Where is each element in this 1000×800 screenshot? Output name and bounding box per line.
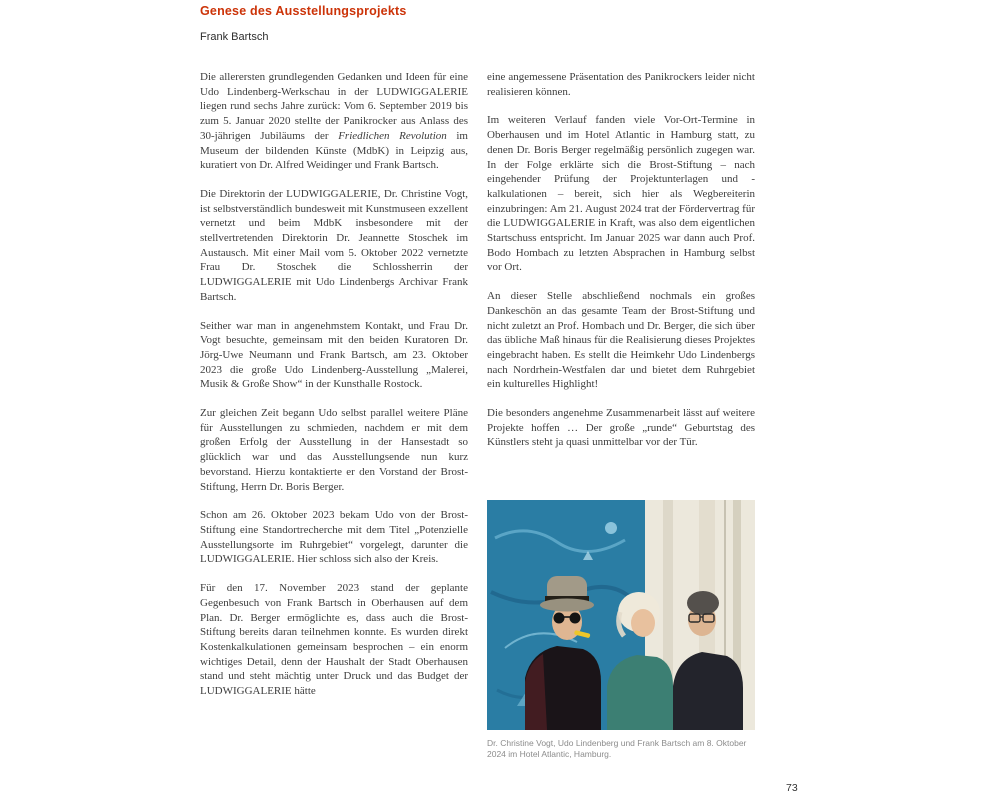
paragraph: Die besonders angenehme Zusammenarbeit lässt auf weitere Projekte hoffen … Der große „runde“ Geburtstag des Künstlers steht ja quasi unmittelbar vor der Tür. [487, 407, 755, 449]
paragraph: An dieser Stelle abschließend nochmals ein großes Dankeschön an das gesamte Team der Brost-Stiftung und nicht zuletzt an Prof. Hombach und Dr. Berger, die sich über das übliche Maß hinaus für die Realisierung dieses Projektes eingebracht haben. Es stellt die Heimkehr Udo Lindenbergs nach Nordrhein-Westfalen dar und bietet dem Ruhrgebiet ein kulturelles Highlight! [487, 290, 755, 391]
photo-illustration [487, 500, 755, 730]
article-author: Frank Bartsch [200, 31, 269, 43]
text-column-left [200, 70, 468, 713]
paragraph: eine angemessene Präsentation des Panikrockers leider nicht realisieren können. [487, 71, 755, 98]
paragraph: Die allerersten grundlegenden Gedanken und Ideen für eine Udo Lindenberg-Werkschau in der LUDWIGGALERIE liegen rund sechs Jahre zurück: Vom 6. September 2019 bis zum 5. Januar 2020 stellte der Panikrocker aus Anlass des 30-jährigen Jubiläums der Friedlichen Revolution im Museum der bildenden Künste (MdbK) in Leipzig aus, kuratiert von Dr. Alfred Weidinger und Frank Bartsch. [200, 71, 468, 172]
text-column-right [487, 70, 755, 464]
article-heading: Genese des Ausstellungsprojekts [200, 4, 407, 18]
paragraph: Für den 17. November 2023 stand der geplante Gegenbesuch von Frank Bartsch in Oberhausen auf dem Plan. Dr. Berger ermöglichte es, dass auch die Brost-Stiftung bereits daran teilnehmen konnte. Es wurden direkt Kostenkalkulationen gemeinsam besprochen – ein enorm wichtiges Detail, denn der Haushalt der Stadt Oberhausen stand und steht mächtig unter Druck und das Budget der LUDWIGGALERIE hätte [200, 582, 468, 698]
page-number: 73 [786, 782, 798, 794]
photo-group-portrait [487, 500, 755, 730]
paragraph: Im weiteren Verlauf fanden viele Vor-Ort-Termine in Oberhausen und im Hotel Atlantic in Hamburg statt, zu denen Dr. Boris Berger regelmäßig persönlich zugegen war. In der Folge erklärte sich die Brost-Stiftung – nach eingehender Prüfung der Projektunterlagen und -kalkulationen – bereit, sich hier als Wegbereiterin einzubringen: Am 21. August 2024 trat der Fördervertrag für die LUDWIGGALERIE in Kraft, was also dem eigentlichen Startschuss entspricht. Im Januar 2025 war dann auch Prof. Bodo Hombach zu letzten Absprachen in Hamburg selbst vor Ort. [487, 114, 755, 274]
photo-caption: Dr. Christine Vogt, Udo Lindenberg und Frank Bartsch am 8. Oktober 2024 im Hotel Atlantic, Hamburg. [487, 738, 747, 759]
paragraph: Die Direktorin der LUDWIGGALERIE, Dr. Christine Vogt, ist selbstverständlich bundesweit mit Kunstmuseen exzellent vernetzt und beim MdbK insbesondere mit der stellvertretenden Direktorin Dr. Jeannette Stoschek im Austausch. Mit einer Mail vom 5. Oktober 2022 vernetzte Frau Dr. Stoschek die Schlossherrin der LUDWIGGALERIE mit Udo Lindenbergs Archivar Frank Bartsch. [200, 187, 468, 303]
paragraph: Zur gleichen Zeit begann Udo selbst parallel weitere Pläne für Ausstellungen zu schmieden, nachdem er mit dem großen Erfolg der Ausstellung in der Hansestadt so glücklich war und das Ausstellungsende nun kurz bevorstand. Hierzu kontaktierte er den Vorstand der Brost-Stiftung, Herrn Dr. Boris Berger. [200, 407, 468, 493]
paragraph: Seither war man in angenehmstem Kontakt, und Frau Dr. Vogt besuchte, gemeinsam mit den beiden Kuratoren Dr. Jörg-Uwe Neumann und Frank Bartsch, am 23. Oktober 2023 die große Udo Lindenberg-Ausstellung „Malerei, Musik & Große Show“ in der Kunsthalle Rostock. [200, 319, 468, 391]
paragraph: Schon am 26. Oktober 2023 bekam Udo von der Brost-Stiftung eine Standortrecherche mit dem Titel „Potenzielle Ausstellungsorte im Ruhrgebiet“ vorgelegt, darunter die LUDWIGGALERIE. Hier schloss sich also der Kreis. [200, 509, 468, 566]
bartsch-hair [687, 591, 719, 615]
